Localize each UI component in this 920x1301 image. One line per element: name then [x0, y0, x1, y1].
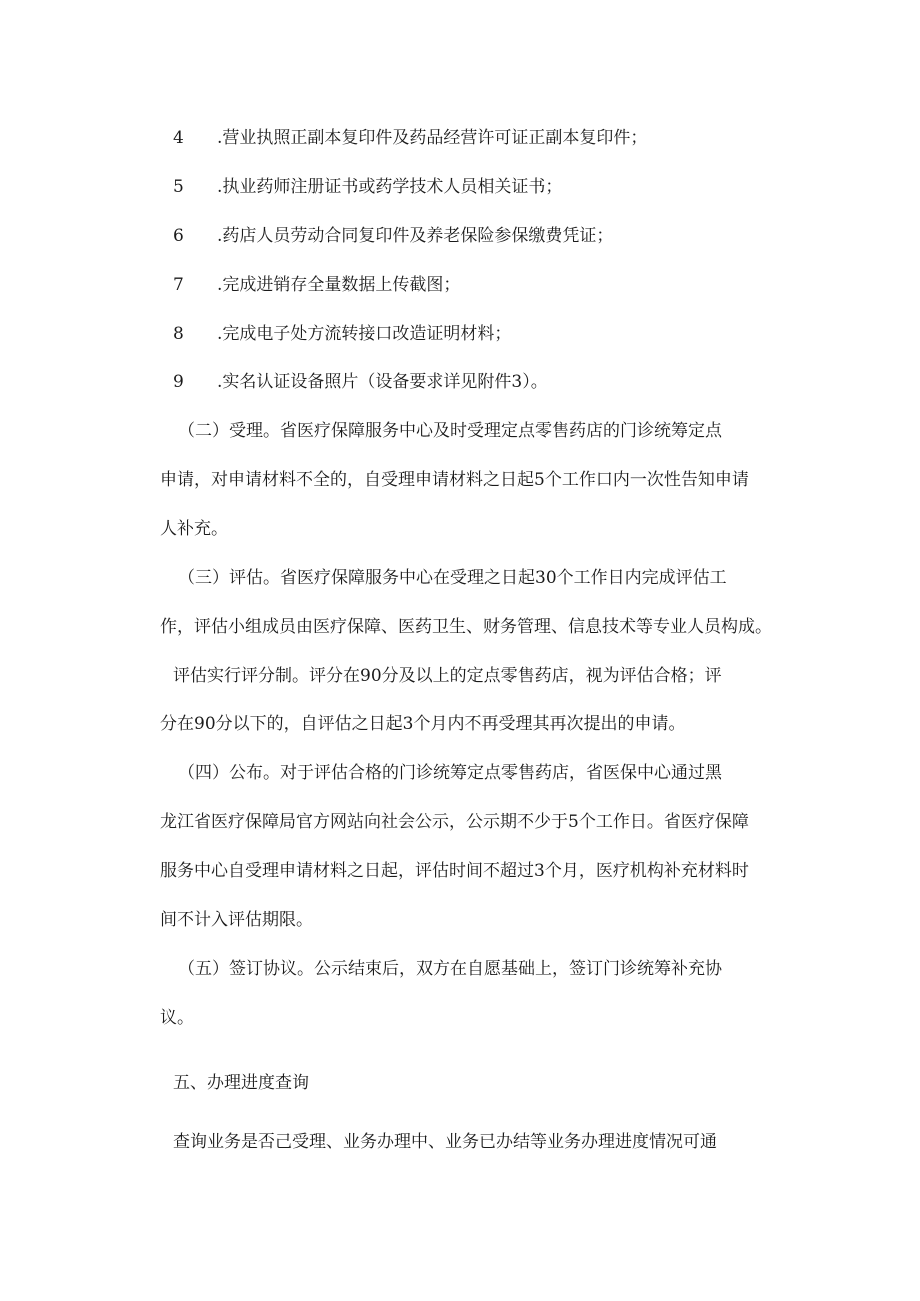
list-item-number: 6: [173, 226, 184, 246]
paragraph-line: 服务中心自受理申请材料之日起，评估时间不超过3个月，医疗机构补充材料时: [160, 861, 749, 881]
paragraph-line: 评估实行评分制。评分在90分及以上的定点零售药店，视为评估合格；评: [173, 666, 722, 686]
list-item-text: .完成电子处方流转接口改造证明材料；: [217, 324, 512, 344]
list-item-text: .执业药师注册证书或药学技术人员相关证书；: [217, 177, 563, 197]
list-item-number: 9: [173, 372, 184, 392]
list-item-number: 5: [173, 177, 184, 197]
paragraph-line: 人补充。: [160, 519, 228, 539]
list-item-number: 7: [173, 275, 184, 295]
paragraph-line: （二）受理。省医疗保障服务中心及时受理定点零售药店的门诊统筹定点: [178, 421, 722, 441]
paragraph-line: 分在90分以下的，自评估之日起3个月内不再受理其再次提出的申请。: [160, 714, 686, 734]
paragraph-line: 议。: [160, 1008, 194, 1028]
paragraph-line: （五）签订协议。公示结束后，双方在自愿基础上，签订门诊统筹补充协: [178, 959, 722, 979]
paragraph-line: （三）评估。省医疗保障服务中心在受理之日起30个工作日内完成评估工: [178, 568, 727, 588]
list-item-number: 8: [173, 324, 184, 344]
paragraph-line: 作，评估小组成员由医疗保障、医药卫生、财务管理、信息技术等专业人员构成。: [160, 617, 772, 637]
paragraph-line: 间不计入评估期限。: [160, 910, 313, 930]
list-item-text: .实名认证设备照片（设备要求详见附件3）。: [217, 372, 548, 392]
list-item-text: .药店人员劳动合同复印件及养老保险参保缴费凭证；: [217, 226, 614, 246]
section-heading: 五、办理进度查询: [173, 1073, 309, 1093]
list-item-text: .营业执照正副本复印件及药品经营许可证正副本复印件；: [217, 128, 648, 148]
list-item-number: 4: [173, 128, 184, 148]
paragraph-line: （四）公布。对于评估合格的门诊统筹定点零售药店，省医保中心通过黑: [178, 763, 722, 783]
paragraph-line: 申请，对申请材料不全的，自受理申请材料之日起5个工作口内一次性告知申请: [160, 470, 749, 490]
paragraph-line: 龙江省医疗保障局官方网站向社会公示，公示期不少于5个工作日。省医疗保障: [160, 812, 749, 832]
list-item-text: .完成进销存全量数据上传截图；: [217, 275, 461, 295]
paragraph-line: 查询业务是否己受理、业务办理中、业务已办结等业务办理进度情况可通: [173, 1132, 717, 1152]
